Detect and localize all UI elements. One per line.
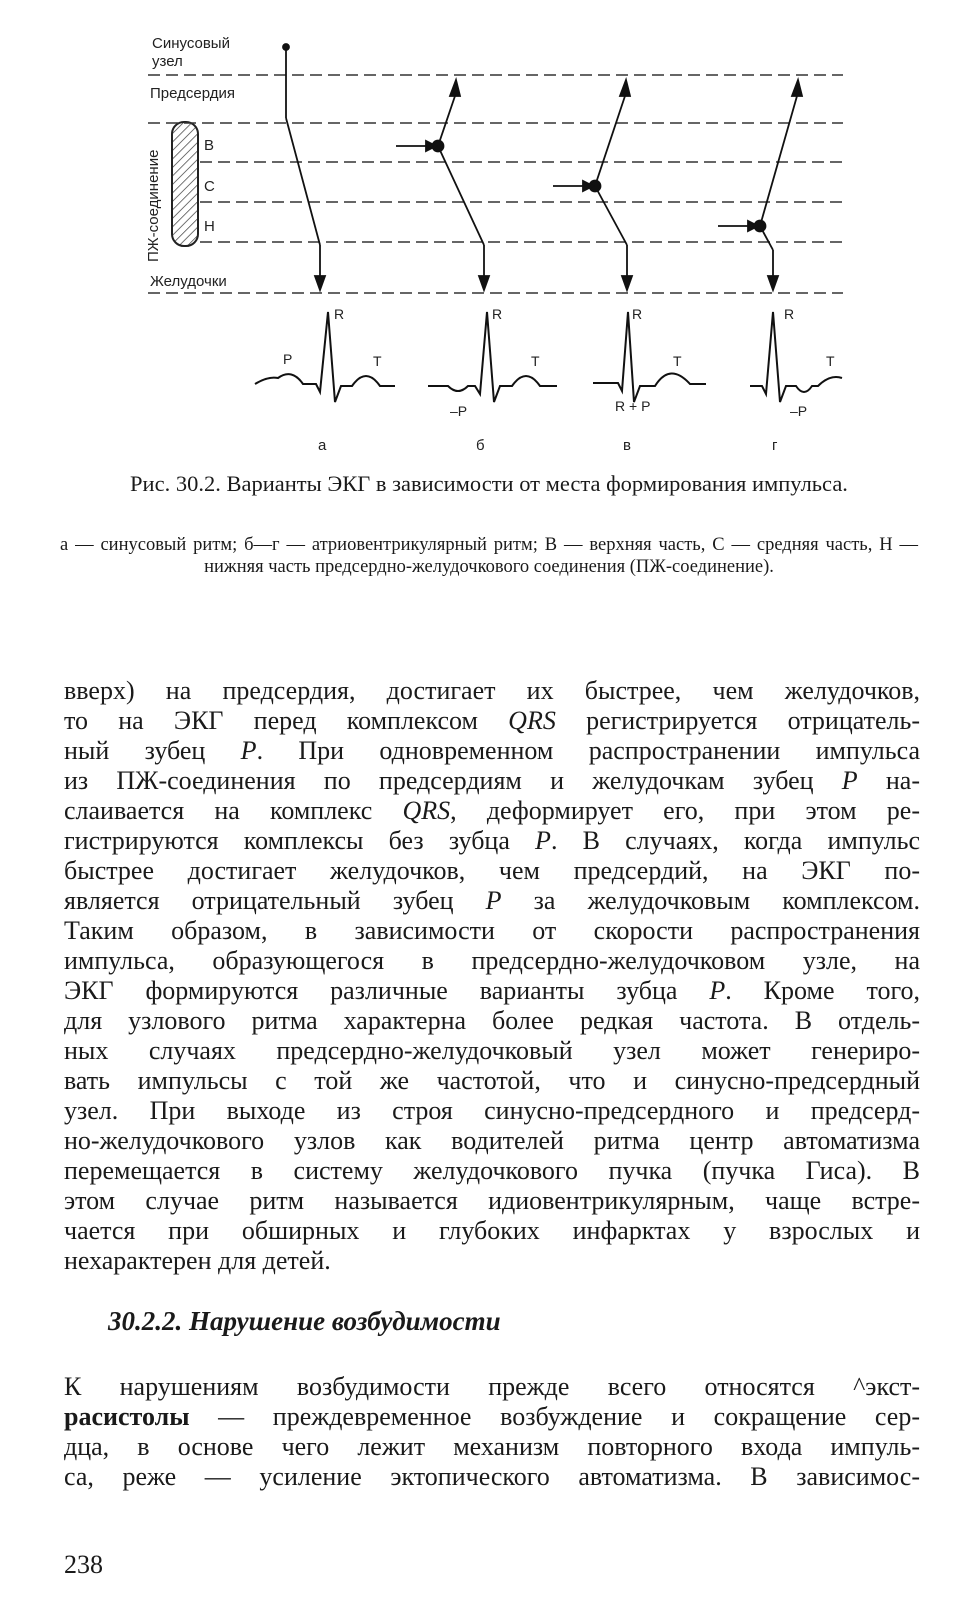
text-line: быстрее достигает желудочков, чем предсердий, на ЭКГ по- bbox=[64, 856, 920, 885]
ecg-trace-c bbox=[593, 312, 706, 402]
text-line: Таким образом, в зависимости от скорости распространения bbox=[64, 916, 920, 945]
wave-neg-p-b: –P bbox=[450, 403, 468, 419]
panel-letter-d: г bbox=[772, 437, 778, 454]
text-line: чается при обширных и глубоких инфарктах у взрослых и bbox=[64, 1216, 920, 1245]
wave-t-b: T bbox=[531, 353, 540, 369]
panel-letter-b: б bbox=[476, 437, 485, 454]
wave-p-a: P bbox=[283, 351, 293, 367]
ecg-traces bbox=[255, 312, 842, 402]
text-line: перемещается в систему желудочкового пучка (пучка Гиса). В bbox=[64, 1156, 920, 1185]
text-line: импульса, образующегося в предсердно-желудочковом узле, на bbox=[64, 946, 920, 975]
ecg-figure bbox=[0, 0, 973, 470]
text-line: ный зубец P. При одновременном распространении импульса bbox=[64, 736, 920, 765]
wave-labels bbox=[283, 306, 835, 419]
wave-t-d: T bbox=[826, 353, 835, 369]
level-lines bbox=[148, 75, 843, 293]
label-sinus-node-1: Синусовый bbox=[152, 35, 230, 52]
wave-r-b: R bbox=[492, 306, 503, 322]
text-line: для узлового ритма характерна более редкая частота. В отдель- bbox=[64, 1006, 920, 1035]
label-zone-c: С bbox=[204, 178, 215, 195]
section-heading: 30.2.2. Нарушение возбудимости bbox=[108, 1306, 501, 1336]
text-line: гистрируются комплексы без зубца P. В случаях, когда импульс bbox=[64, 826, 920, 855]
text-line: К нарушениям возбудимости прежде всего относятся ^экст- bbox=[64, 1372, 920, 1401]
label-zone-b: В bbox=[204, 137, 215, 154]
text-line: нехарактерен для детей. bbox=[64, 1246, 331, 1275]
wave-rp-c: R + P bbox=[615, 398, 651, 414]
paragraph-1 bbox=[64, 676, 920, 1276]
text-line: узел. При выходе из строя синусно-предсердного и предсерд- bbox=[64, 1096, 920, 1125]
ecg-diagram bbox=[0, 0, 973, 470]
text-line: но-желудочкового узлов как водителей ритма центр автоматизма bbox=[64, 1126, 920, 1155]
figure-caption-legend: а — синусовый ритм; б—г — атриовентрикулярный ритм; В — верхняя часть, С — средняя часть, Н — нижняя часть предсердно-желудочкового соединения (ПЖ-соединение). bbox=[60, 535, 918, 577]
wave-r-a: R bbox=[334, 306, 345, 322]
panel-letter-a: а bbox=[318, 437, 327, 454]
text-line: дца, в основе чего лежит механизм повторного входа импуль- bbox=[64, 1432, 920, 1461]
wave-neg-p-d: –P bbox=[790, 403, 808, 419]
text-line: са, реже — усиление эктопического автоматизма. В зависимос- bbox=[64, 1462, 920, 1491]
text-line: ных случаях предсердно-желудочковый узел может генериро- bbox=[64, 1036, 920, 1065]
text-line: из ПЖ-соединения по предсердиям и желудочкам зубец P на- bbox=[64, 766, 920, 795]
text-line: слаивается на комплекс QRS, деформирует его, при этом ре- bbox=[64, 796, 920, 825]
label-sinus-node-2: узел bbox=[152, 53, 183, 70]
panel-letter-c: в bbox=[623, 437, 631, 454]
wave-r-d: R bbox=[784, 306, 795, 322]
wave-t-a: T bbox=[373, 353, 382, 369]
text-line: то на ЭКГ перед комплексом QRS регистрируется отрицатель- bbox=[64, 706, 920, 735]
text-line: вверх) на предсердия, достигает их быстрее, чем желудочков, bbox=[64, 676, 920, 705]
text-line: расистолы — преждевременное возбуждение и сокращение сер- bbox=[64, 1402, 920, 1431]
wave-r-c: R bbox=[632, 306, 643, 322]
label-ventricles: Желудочки bbox=[150, 273, 227, 290]
label-atria: Предсердия bbox=[150, 85, 235, 102]
page-number: 238 bbox=[64, 1550, 103, 1579]
wave-t-c: T bbox=[673, 353, 682, 369]
conduction-paths bbox=[283, 44, 802, 290]
av-junction-shape bbox=[172, 122, 198, 246]
text-line: этом случае ритм называется идиовентрикулярным, чаще встре- bbox=[64, 1186, 920, 1215]
paragraph-2 bbox=[64, 1372, 920, 1492]
figure-caption-title: Рис. 30.2. Варианты ЭКГ в зависимости от места формирования импульса. bbox=[130, 471, 848, 496]
text-line: является отрицательный зубец P за желудочковым комплексом. bbox=[64, 886, 920, 915]
text-line: ЭКГ формируются различные варианты зубца P. Кроме того, bbox=[64, 976, 920, 1005]
text-line: вать импульсы с той же частотой, что и синусно-предсердный bbox=[64, 1066, 920, 1095]
label-zone-h: Н bbox=[204, 218, 215, 235]
label-av-junction: ПЖ-соединение bbox=[145, 149, 162, 262]
